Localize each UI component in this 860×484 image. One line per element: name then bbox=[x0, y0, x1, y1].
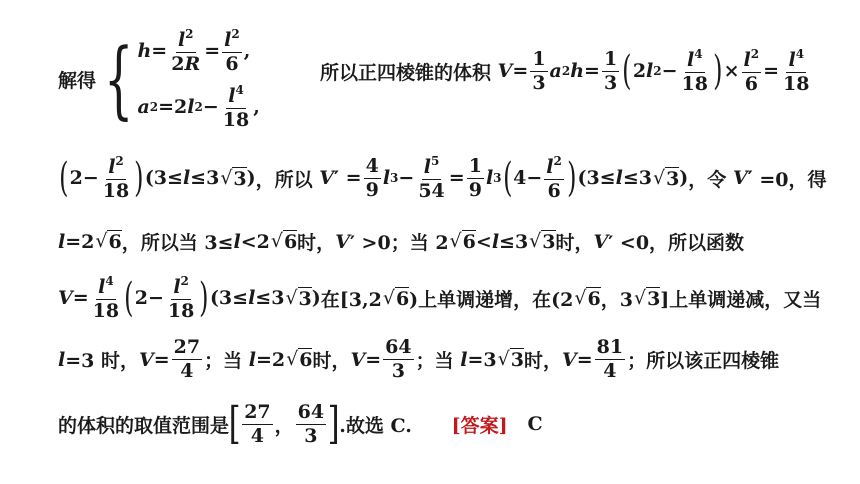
line2-text2: ，令 bbox=[688, 168, 727, 191]
volume-formula: 所以正四棱锥的体积 V = $\frac{1}{3}$ a 2 h = $\frac{1}{3}$ ( 2 l 2 − $\frac{l^4}{18}$ ) × $\frac{l^2}{6}$ = $\frac{l^4}{18}$ bbox=[320, 47, 810, 95]
answer-label: [答案] bbox=[451, 414, 508, 437]
volume-text: 所以正四棱锥的体积 bbox=[320, 61, 492, 84]
left-brace: { bbox=[104, 30, 134, 128]
line6-a: 的体积的取值范围是 bbox=[58, 414, 230, 437]
text-line-3: l =2 √ 6 ，所以当 3≤ l <2 √ 6 时， V ′ >0；当 2 √ 6 < l ≤3 √ 3 时， V ′ <0，所以函数 bbox=[58, 230, 745, 254]
equation-system bbox=[58, 28, 260, 130]
line5-e: 时， bbox=[523, 350, 562, 372]
line5-c: 时， bbox=[312, 350, 351, 372]
line4-a: 在[3,2 bbox=[320, 288, 382, 311]
text-line-6: 的体积的取值范围是 [ $\frac{27}{4}$ ， $\frac{64}{3}$ ] .故选 C. [答案] C bbox=[58, 398, 543, 449]
line5-b: ；当 bbox=[204, 350, 243, 372]
text-line-2: ( 2− $\frac{l^2}{18}$ ) (3≤ l ≤3 √ 3 ) ，所以 V ′ = $\frac{4}{9}$ l 3 − $\frac{l^5}{54}$ = $\frac{1}{9}$ l 3 ( 4− $\frac{l^2}{6}$ ) (3≤ l ≤3 √ 3 ) ，令 V ′ =0，得 bbox=[59, 154, 827, 202]
system-row-a: a 2 =2 l 2 − $\frac{l^4}{18}$ , bbox=[137, 83, 260, 131]
text-line-5: l =3 时， V = $\frac{27}{4}$ ；当 l =2 √ 6 时， V = $\frac{64}{3}$ ；当 l =3 √ 3 时， V = $\frac{81}{4}$ ；所以该正四棱锥 bbox=[58, 336, 780, 382]
line2-text1: ，所以 bbox=[255, 168, 313, 191]
line5-d: ；当 bbox=[415, 350, 454, 372]
line4-b: )上单调递增，在(2 bbox=[409, 288, 574, 311]
line5-a: =3 时， bbox=[65, 350, 139, 372]
line5-f: ；所以该正四棱锥 bbox=[627, 350, 780, 372]
system-row-h: h = $\frac{l^2}{2R}$ = $\frac{l^2}{6}$ , bbox=[137, 27, 251, 75]
system-rows bbox=[137, 28, 259, 130]
text-line-4: V = $\frac{l^4}{18}$ ( 2− $\frac{l^2}{18}$ ) (3≤ l ≤3 √ 3 ) 在[3,2 √ 6 )上单调递增，在(2 √ 6 ，3 √ 3 ]上单调递减，又当 bbox=[58, 274, 822, 322]
solve-label: 解得 bbox=[58, 69, 97, 92]
line2-text3: =0，得 bbox=[759, 168, 827, 191]
answer-value: C bbox=[527, 413, 543, 435]
line4-c: ]上单调递减，又当 bbox=[660, 288, 822, 311]
line6-b: .故选 C. bbox=[339, 414, 412, 437]
